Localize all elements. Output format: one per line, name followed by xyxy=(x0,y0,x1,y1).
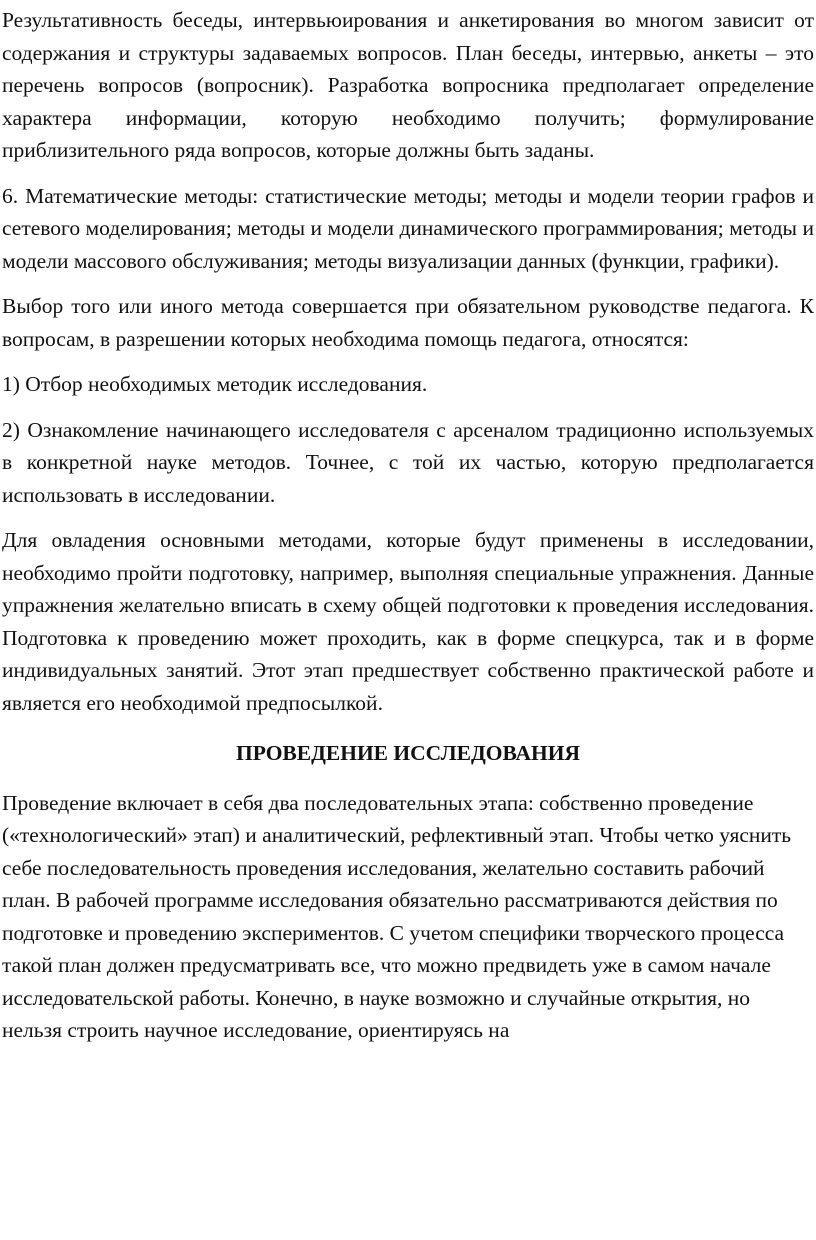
section-heading: ПРОВЕДЕНИЕ ИССЛЕДОВАНИЯ xyxy=(235,741,581,765)
paragraph-conducting: Проведение включает в себя два последовательных этапа: собственно проведение («технологический» этап) и аналитический, рефлективный этап. Чтобы четко уяснить себе последовательность проведения исследования, желательно составить рабочий план. В рабочей программе исследования обязательно рассматриваются действия по подготовке и проведению экспериментов. С учетом специфики творческого процесса такой план должен предусматривать все, что можно предвидеть уже в самом начале исследовательской работы. Конечно, в науке возможно и случайные открытия, но нельзя строить научное исследование, ориентируясь на xyxy=(2,790,792,1042)
paragraph-preparation: Для овладения основными методами, которые будут применены в исследовании, необходимо пройти подготовку, например, выполняя специальные упражнения. Данные упражнения желательно вписать в схему общей подготовки к проведения исследования. Подготовка к проведению может проходить, как в форме спецкурса, так и в форме индивидуальных занятий. Этот этап предшествует собственно практической работе и является его необходимой предпосылкой. xyxy=(2,528,814,715)
paragraph-questionnaire: Результативность беседы, интервьюирования и анкетирования во многом зависит от содержания и структуры задаваемых вопросов. План беседы, интервью, анкеты – это перечень вопросов (вопросник). Разработка вопросника предполагает определение характера информации, которую необходимо получить; формулирование приблизительного ряда вопросов, которые должны быть заданы. xyxy=(2,8,814,162)
paragraph-item-2: 2) Ознакомление начинающего исследователя с арсеналом традиционно используемых в конкретной науке методов. Точнее, с той их частью, которую предполагается использовать в исследовании. xyxy=(2,417,814,507)
paragraph-method-choice: Выбор того или иного метода совершается при обязательном руководстве педагога. К вопросам, в разрешении которых необходима помощь педагога, относятся: xyxy=(2,294,814,351)
paragraph-item-1: 1) Отбор необходимых методик исследования. xyxy=(2,372,428,396)
paragraph-math-methods: 6. Математические методы: статистические методы; методы и модели теории графов и сетевого моделирования; методы и модели динамического программирования; методы и модели массового обслуживания; методы визуализации данных (функции, графики). xyxy=(2,183,814,273)
